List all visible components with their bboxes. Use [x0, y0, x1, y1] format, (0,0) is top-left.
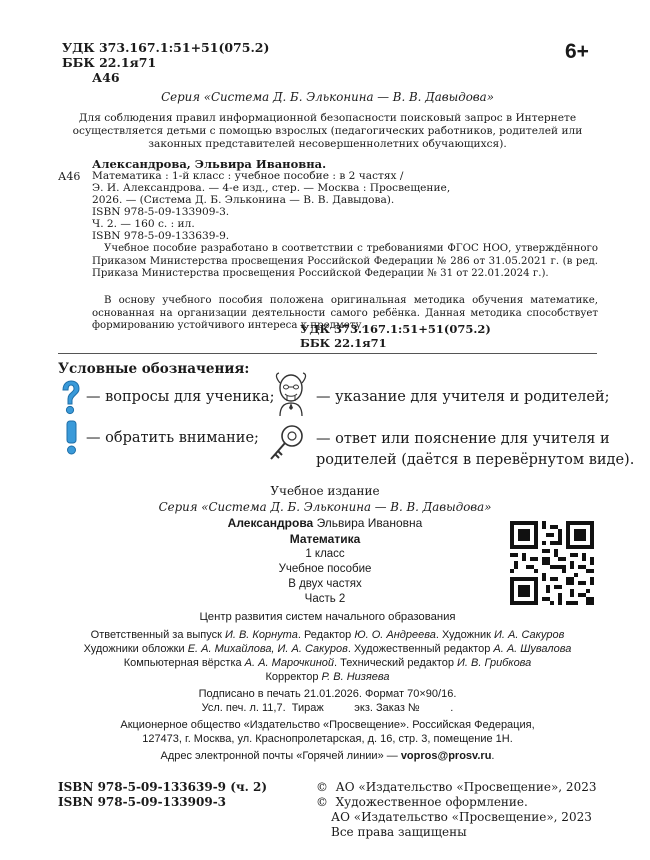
- catalog-isbn2: ISBN 978-5-09-133639-9.: [92, 230, 230, 242]
- catalog-line3: 2026. — (Система Д. Б. Эльконина — В. В. Давыдова).: [92, 194, 395, 206]
- footer-copyright-3: АО «Издательство «Просвещение», 2023: [331, 810, 592, 824]
- catalog-part: Ч. 2. — 160 с. : ил.: [92, 218, 195, 230]
- catalog-bbk: ББК 22.1я71: [300, 336, 387, 350]
- imprint-part: Часть 2: [304, 593, 346, 605]
- catalog-line2: Э. И. Александрова. — 4-е изд., стер. — Москва : Просвещение,: [92, 182, 451, 194]
- divider: [58, 353, 597, 354]
- imprint-parts: В двух частях: [288, 578, 362, 590]
- catalog-para1: Учебное пособие разработано в соответствии с требованиями ФГОС НОО, утверждённого Приказом Министерства просвещения Российской Федерации № 286 от 31.05.2021 г. (в ред. Приказа Министерства просвещения Российской Федерации № 31 от 22.01.2024 г.).: [92, 243, 598, 280]
- legend-answer-text-1: — ответ или пояснение для учителя и: [316, 431, 610, 447]
- staff1-label-c: . Художник: [435, 629, 495, 641]
- imprint-series: Серия «Система Д. Б. Эльконина — В. В. Давыдова»: [158, 500, 492, 514]
- staff3-label-b: . Технический редактор: [334, 657, 458, 669]
- imprint-author-name: Эльвира Ивановна: [313, 516, 423, 530]
- legend-attention-text: — обратить внимание;: [86, 430, 259, 446]
- staff4-label: Корректор: [265, 671, 322, 683]
- header-udk: УДК 373.167.1:51+51(075.2): [62, 40, 270, 55]
- footer-copyright-2: © Художественное оформление.: [316, 795, 528, 809]
- imprint-staff-4: [40, 671, 615, 683]
- age-rating: 6+: [565, 40, 589, 63]
- imprint-publisher-2: 127473, г. Москва, ул. Краснопролетарская, д. 16, стр. 3, помещение 1Н.: [142, 733, 513, 745]
- teacher-icon: [270, 370, 312, 418]
- staff1-name-c: И. А. Сакуров: [494, 629, 565, 641]
- catalog-code: А46: [58, 170, 81, 183]
- exclamation-icon: [60, 420, 82, 456]
- imprint-staff-1: [40, 629, 615, 641]
- staff1-label-a: Ответственный за выпуск: [90, 629, 225, 641]
- imprint-staff-3: [40, 657, 615, 669]
- hotline-label: Адрес электронной почты «Горячей линии» —: [160, 750, 401, 762]
- imprint-hotline: [58, 750, 597, 762]
- staff3-name-b: И. В. Грибкова: [457, 657, 532, 669]
- footer-isbn-all: ISBN 978-5-09-133909-3: [58, 795, 227, 809]
- catalog-para2: В основу учебного пособия положена оригинальная методика обучения математике, основанная на организации деятельности самого ребёнка. Данная методика способствует формированию устойчивого интереса к предмету.: [92, 295, 598, 332]
- imprint-author-surname: Александрова: [227, 516, 314, 530]
- key-icon: [266, 424, 310, 464]
- imprint-staff-2: [40, 643, 615, 655]
- footer-copyright-1: © АО «Издательство «Просвещение», 2023: [316, 780, 597, 794]
- header-series: Серия «Система Д. Б. Эльконина — В. В. Давыдова»: [161, 90, 494, 104]
- staff4-name: Р. В. Низяева: [321, 671, 390, 683]
- staff2-name-b: А. А. Шувалова: [493, 643, 572, 655]
- catalog-udk: УДК 373.167.1:51+51(075.2): [300, 322, 491, 336]
- hotline-end: .: [491, 750, 495, 762]
- footer-isbn-part: ISBN 978-5-09-133639-9 (ч. 2): [58, 780, 268, 794]
- legend-question-text: — вопросы для ученика;: [86, 389, 275, 405]
- staff3-name-a: А. А. Марочкиной: [244, 657, 335, 669]
- imprint-edition: Учебное издание: [270, 484, 380, 498]
- imprint-grade: 1 класс: [305, 548, 345, 560]
- header-bbk: ББК 22.1я71: [62, 55, 157, 70]
- qr-code: [510, 521, 594, 605]
- safety-note: Для соблюдения правил информационной безопасности поисковый запрос в Интернете осуществляется детьми с помощью взрослых (педагогических работников, родителей или законных представителей несовершеннолетних обучающихся).: [72, 112, 583, 150]
- footer-rights: Все права защищены: [331, 825, 467, 839]
- staff3-label-a: Компьютерная вёрстка: [123, 657, 245, 669]
- staff1-label-b: . Редактор: [297, 629, 355, 641]
- catalog-line1: Математика : 1-й класс : учебное пособие : в 2 частях /: [92, 170, 404, 182]
- staff2-label-a: Художники обложки: [83, 643, 188, 655]
- imprint-type: Учебное пособие: [278, 563, 372, 575]
- imprint-center: Центр развития систем начального образования: [199, 611, 456, 623]
- catalog-author: Александрова, Эльвира Ивановна.: [92, 157, 327, 171]
- legend-answer-text-2: родителей (даётся в перевёрнутом виде).: [316, 452, 635, 468]
- catalog-isbn1: ISBN 978-5-09-133909-3.: [92, 206, 230, 218]
- imprint-subject: Математика: [289, 532, 361, 546]
- imprint-publisher-1: Акционерное общество «Издательство «Просвещение». Российская Федерация,: [120, 719, 535, 731]
- imprint-print: Усл. печ. л. 11,7. Тираж экз. Заказ № .: [201, 702, 454, 714]
- hotline-email[interactable]: vopros@prosv.ru: [400, 750, 492, 762]
- staff1-name-a: И. В. Корнута: [224, 629, 298, 641]
- question-icon: [60, 380, 82, 416]
- imprint-author: [160, 516, 490, 530]
- staff2-label-b: . Художественный редактор: [347, 643, 494, 655]
- header-code: А46: [92, 70, 120, 85]
- legend-title: Условные обозначения:: [58, 361, 250, 377]
- staff2-name-a: Е. А. Михайлова, И. А. Сакуров: [187, 643, 348, 655]
- imprint-signed: Подписано в печать 21.01.2026. Формат 70×90/16.: [198, 688, 457, 700]
- legend-teacher-text: — указание для учителя и родителей;: [316, 389, 610, 405]
- staff1-name-b: Ю. О. Андреева: [354, 629, 436, 641]
